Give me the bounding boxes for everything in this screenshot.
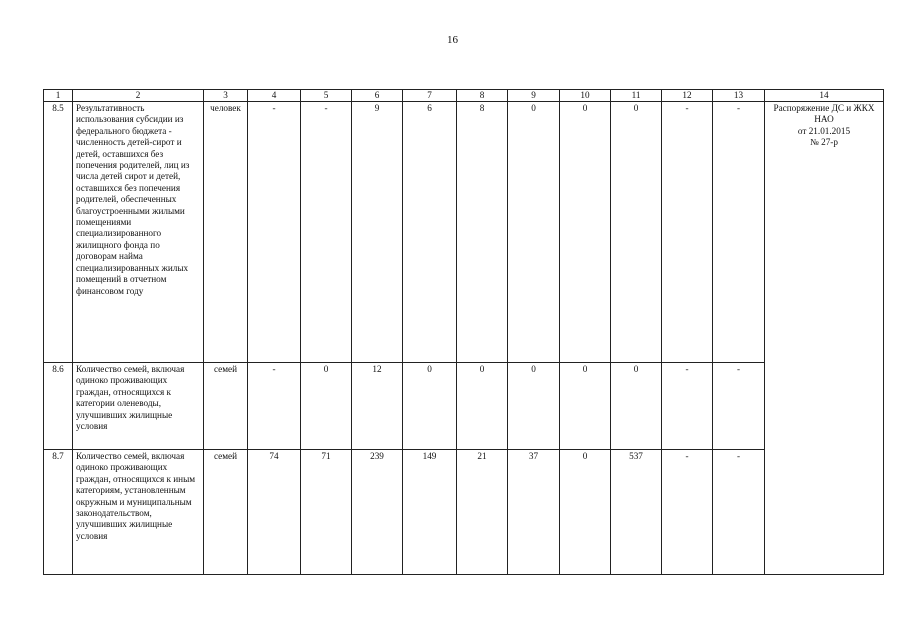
- row-number: 8.7: [44, 450, 73, 575]
- value-cell: -: [713, 450, 765, 575]
- source-cell: [765, 102, 884, 575]
- column-header: 5: [301, 90, 352, 102]
- column-header: 10: [560, 90, 611, 102]
- page-number: 16: [447, 34, 458, 46]
- value-cell: -: [713, 363, 765, 450]
- value-cell: 0: [611, 363, 662, 450]
- value-cell: 37: [508, 450, 560, 575]
- table-row: [44, 363, 884, 450]
- unit-cell: семей: [204, 450, 248, 575]
- column-header: 2: [73, 90, 204, 102]
- value-cell: 0: [560, 450, 611, 575]
- value-cell: 0: [403, 363, 457, 450]
- value-cell: 0: [508, 363, 560, 450]
- source-line: от 21.01.2015: [797, 125, 851, 136]
- column-header: 9: [508, 90, 560, 102]
- source-line: № 27-р: [810, 137, 838, 148]
- row-number: 8.6: [44, 363, 73, 450]
- unit-cell: человек: [204, 102, 248, 363]
- value-cell: 74: [248, 450, 301, 575]
- value-cell: -: [662, 450, 713, 575]
- value-cell: 0: [611, 102, 662, 363]
- value-cell: 12: [352, 363, 403, 450]
- source-line: Распоряжение ДС и ЖКХ НАО: [773, 103, 875, 125]
- value-cell: -: [248, 363, 301, 450]
- column-header: 3: [204, 90, 248, 102]
- unit-cell: семей: [204, 363, 248, 450]
- column-header: 6: [352, 90, 403, 102]
- row-number: 8.5: [44, 102, 73, 363]
- value-cell: 21: [457, 450, 508, 575]
- value-cell: 149: [403, 450, 457, 575]
- value-cell: -: [662, 102, 713, 363]
- column-header: 13: [713, 90, 765, 102]
- value-cell: -: [662, 363, 713, 450]
- indicator-name: Количество семей, включая одиноко проживающих граждан, относящихся к категории оленеводы, улучшивших жилищные условия: [73, 363, 204, 450]
- value-cell: -: [248, 102, 301, 363]
- indicator-name: Количество семей, включая одиноко проживающих граждан, относящихся к иным категориям, установленным окружным и муниципальным законодательством, улучшивших жилищные условия: [73, 450, 204, 575]
- column-header: 4: [248, 90, 301, 102]
- indicator-name: Результативность использования субсидии из федерального бюджета - численность детей-сирот и детей, оставшихся без попечения родителей, лиц из числа детей сирот и детей, оставшихся без попечения родителей, обеспеченных благоустроенными жилыми помещениями специализированного жилищного фонда по договорам найма специализированных жилых помещений в отчетном финансовом году: [73, 102, 204, 363]
- value-cell: 9: [352, 102, 403, 363]
- value-cell: 8: [457, 102, 508, 363]
- column-header: 7: [403, 90, 457, 102]
- column-header: 1: [44, 90, 73, 102]
- header-row: [44, 90, 884, 102]
- column-header: 11: [611, 90, 662, 102]
- column-header: 14: [765, 90, 884, 102]
- indicators-table: [43, 89, 884, 575]
- table-row: [44, 102, 884, 363]
- value-cell: 0: [301, 363, 352, 450]
- table-row: [44, 450, 884, 575]
- column-header: 8: [457, 90, 508, 102]
- column-header: 12: [662, 90, 713, 102]
- value-cell: 71: [301, 450, 352, 575]
- value-cell: 0: [508, 102, 560, 363]
- value-cell: 0: [457, 363, 508, 450]
- value-cell: -: [713, 102, 765, 363]
- value-cell: 537: [611, 450, 662, 575]
- value-cell: -: [301, 102, 352, 363]
- value-cell: 6: [403, 102, 457, 363]
- value-cell: 0: [560, 363, 611, 450]
- value-cell: 0: [560, 102, 611, 363]
- value-cell: 239: [352, 450, 403, 575]
